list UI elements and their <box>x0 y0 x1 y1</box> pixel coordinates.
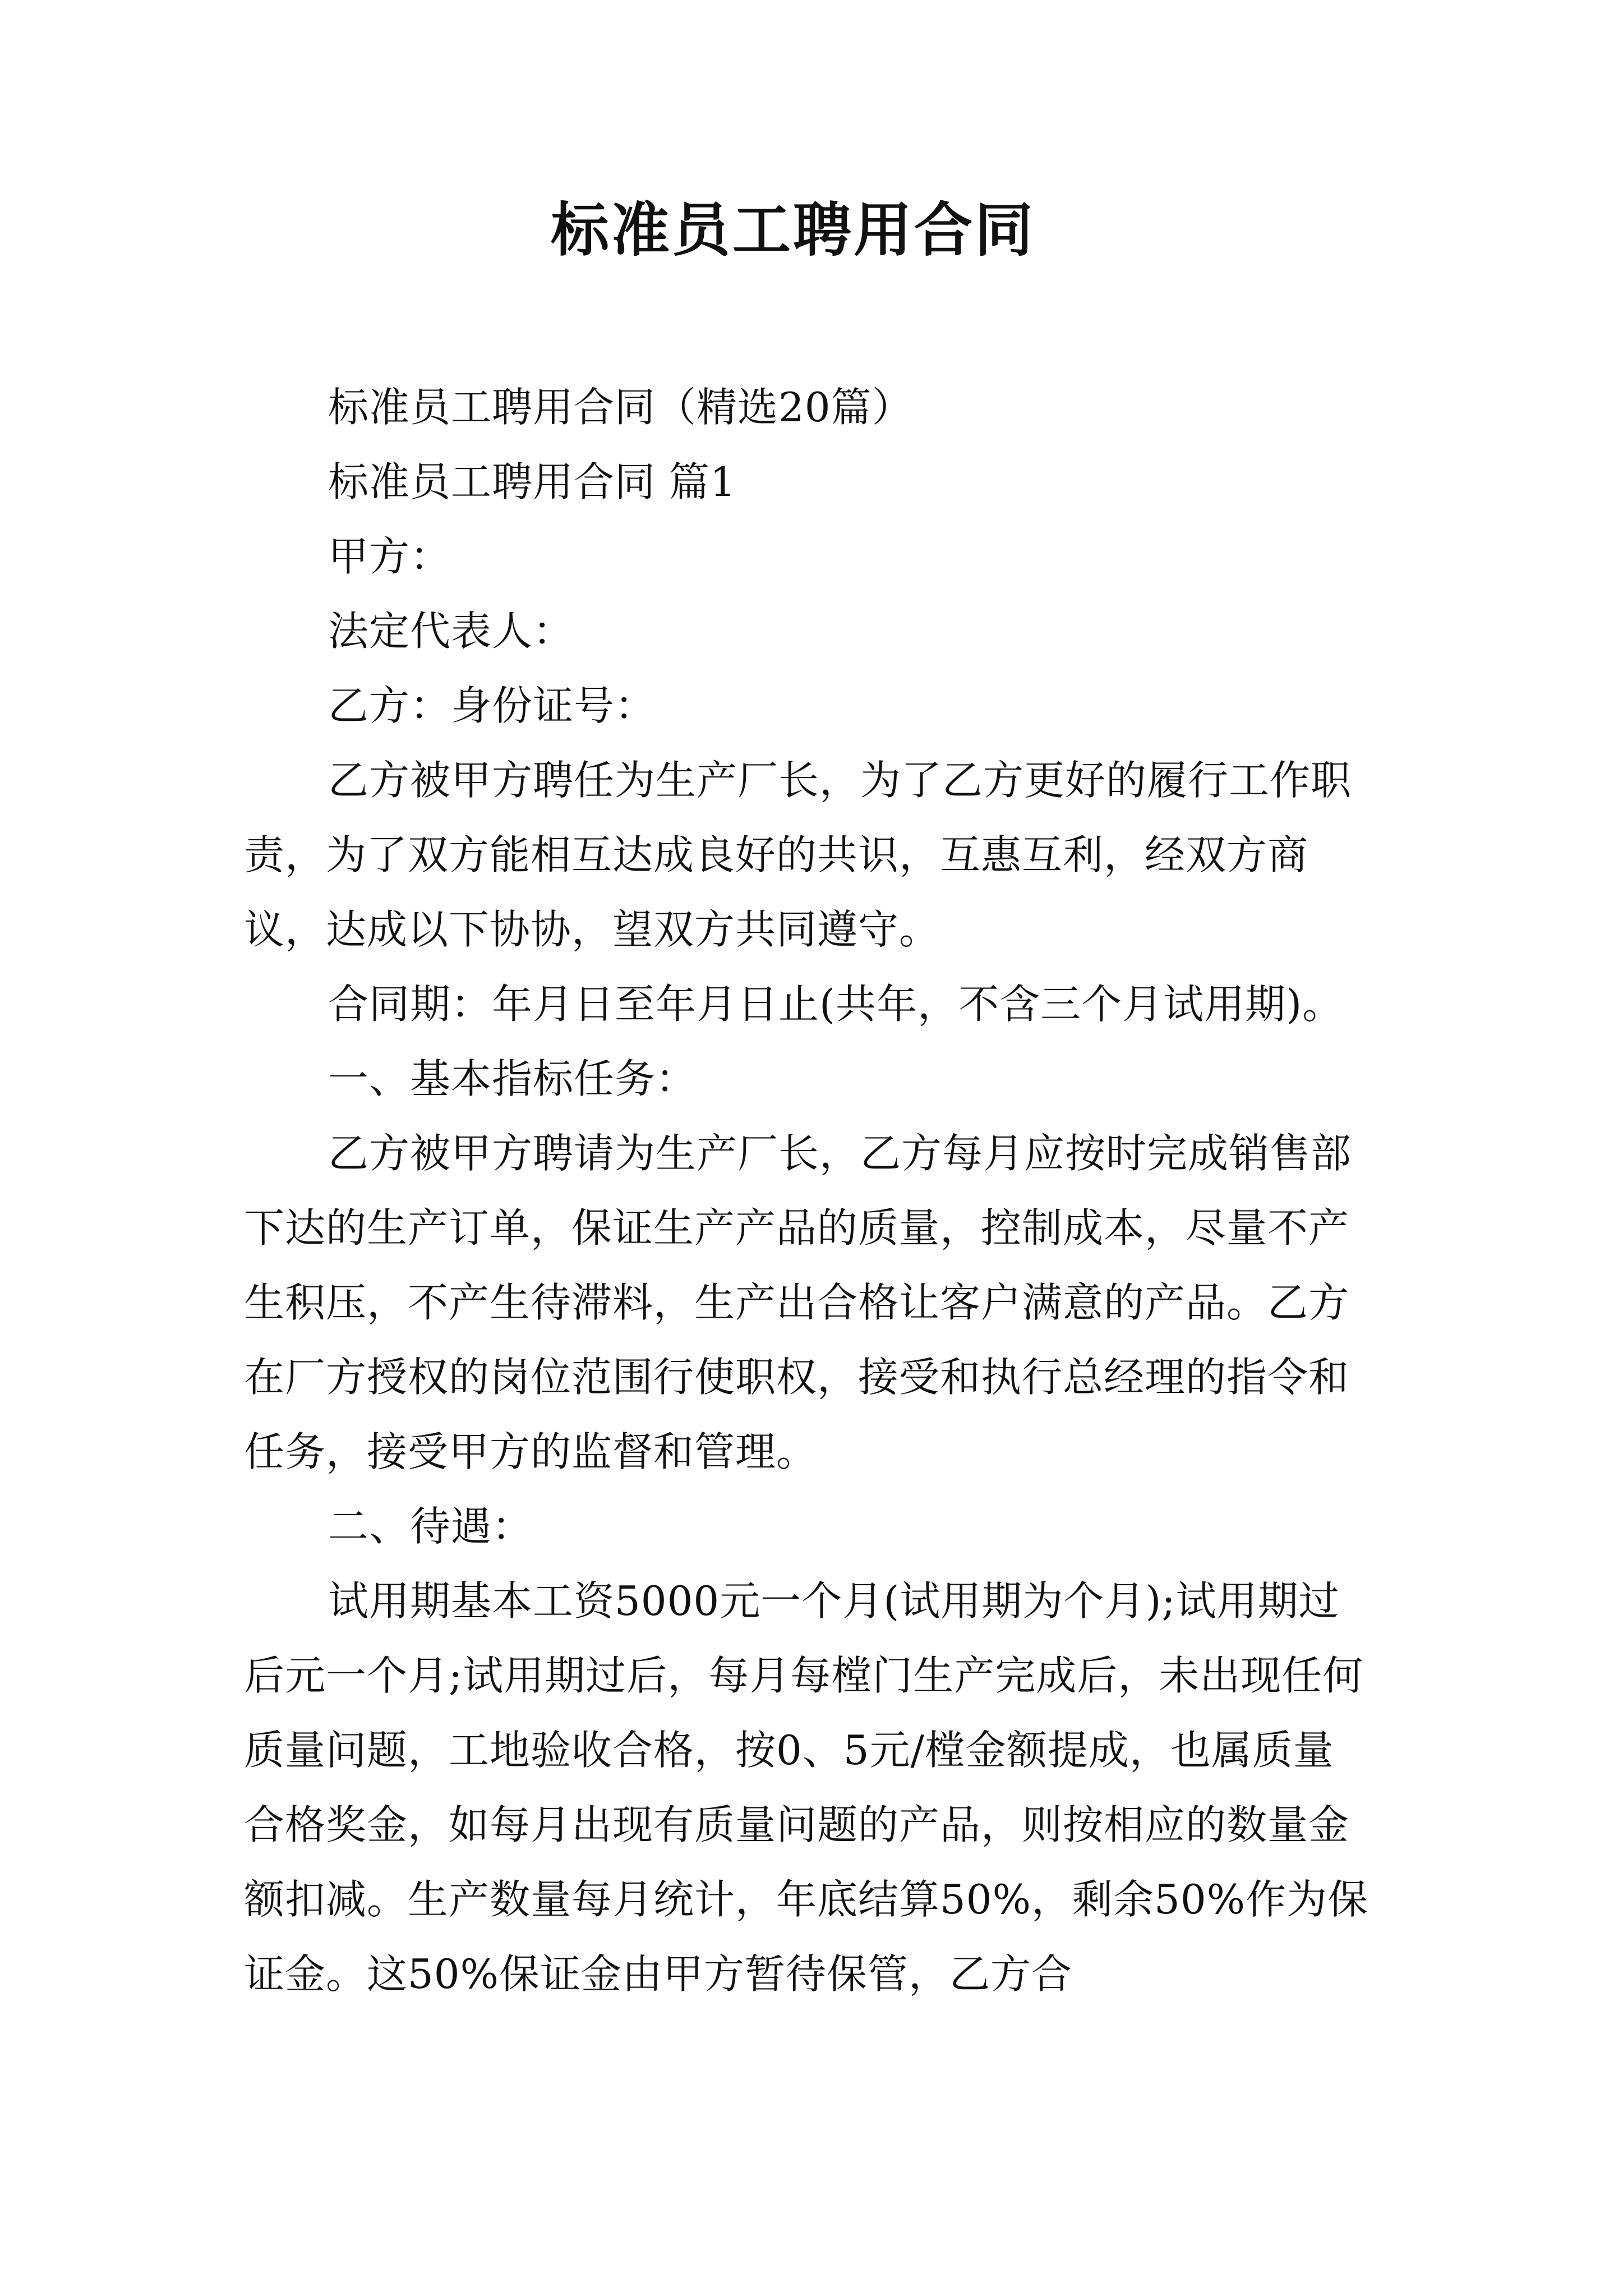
paragraph-contract-period: 合同期：年月日至年月日止(共年，不含三个月试用期)。 <box>328 981 1344 1028</box>
paragraph-preamble: 乙方被甲方聘任为生产厂长，为了乙方更好的履行工作职责，为了双方能相互达成良好的共识，互惠互利，经双方商议，达成以下协协，望双方共同遵守。 <box>244 757 1352 953</box>
paragraph-basic-tasks: 乙方被甲方聘请为生产厂长，乙方每月应按时完成销售部下达的生产订单，保证生产产品的质量，控制成本，尽量不产生积压，不产生待滞料，生产出合格让客户满意的产品。乙方在厂方授权的岗位范围行使职权，接受和执行总经理的指令和任务，接受甲方的监督和管理。 <box>244 1130 1352 1475</box>
paragraph-heading-basic-tasks: 一、基本指标任务： <box>328 1055 697 1102</box>
paragraph-compensation: 试用期基本工资5000元一个月(试用期为个月);试用期过后元一个月;试用期过后，每月每樘门生产完成后，未出现任何质量问题，工地验收合格，按0、5元/樘金额提成，也属质量合格奖金，如每月出现有质量问题的产品，则按相应的数量金额扣减。生产数量每月统计，年底结算50%，剩余50%作为保证金。这50%保证金由甲方暂待保管，乙方合 <box>244 1577 1369 1998</box>
document-body <box>244 370 1371 2012</box>
paragraph-legal-representative: 法定代表人： <box>328 608 574 655</box>
paragraph-section-heading: 标准员工聘用合同 篇1 <box>328 458 736 505</box>
paragraph-heading-compensation: 二、待遇： <box>328 1503 533 1550</box>
paragraph-subtitle: 标准员工聘用合同（精选20篇） <box>328 384 913 431</box>
document-title: 标准员工聘用合同 <box>550 195 1035 264</box>
paragraph-party-a: 甲方： <box>328 533 451 580</box>
paragraph-party-b: 乙方：身份证号： <box>328 682 656 729</box>
